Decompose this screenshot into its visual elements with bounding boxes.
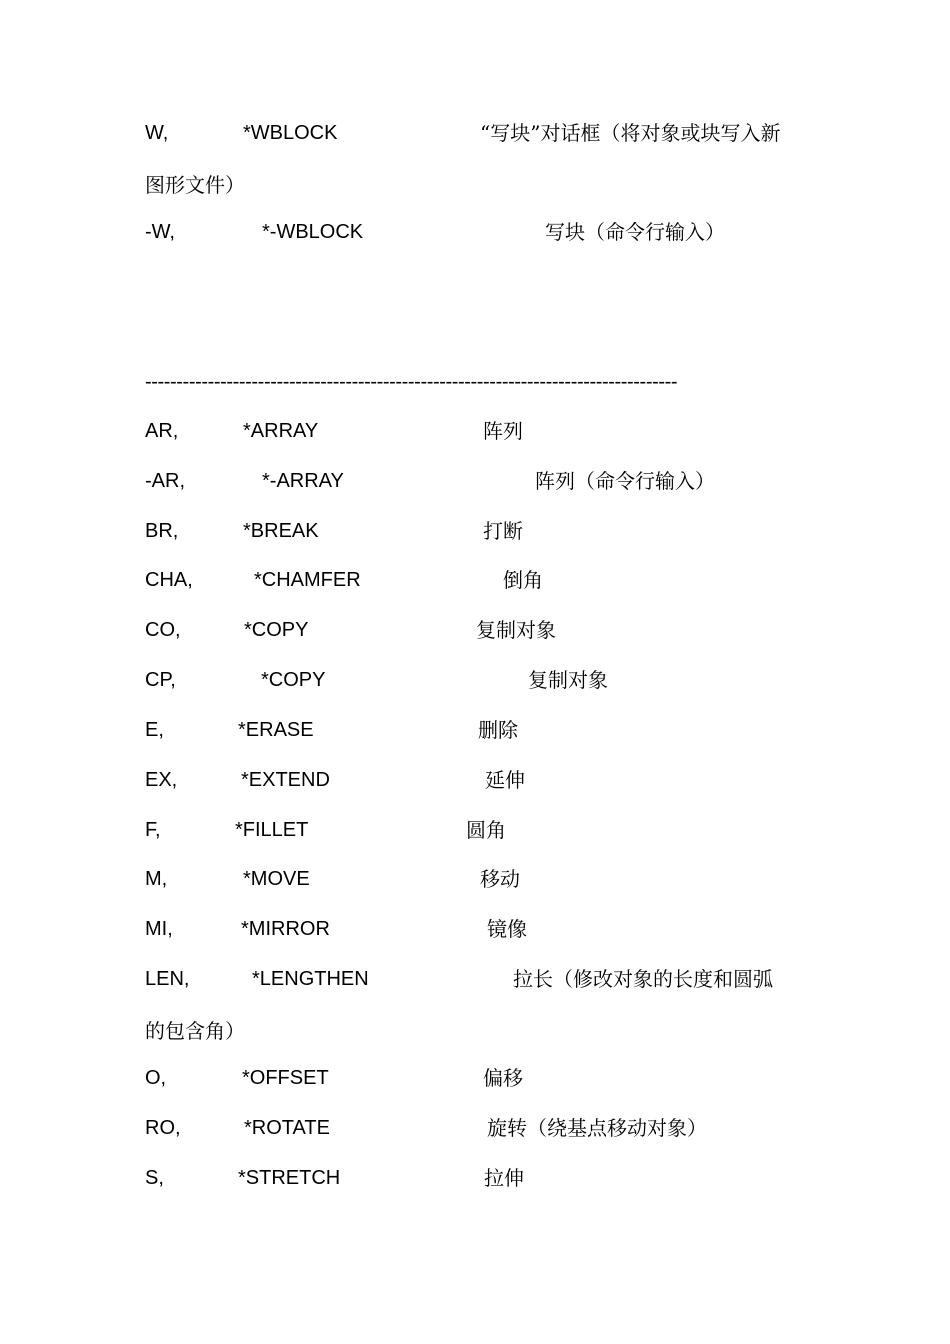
command-text: *STRETCH	[238, 1167, 341, 1189]
description-continuation: 图形文件）	[145, 173, 245, 197]
alias-text: CP,	[145, 669, 176, 691]
alias-text: BR,	[145, 520, 179, 542]
description-text: 偏移	[483, 1066, 523, 1090]
description-text: 复制对象	[476, 618, 556, 642]
command-text: *ROTATE	[244, 1117, 330, 1139]
description-text: 拉长（修改对象的长度和圆弧	[513, 967, 773, 991]
description-text: 镜像	[487, 917, 527, 941]
alias-text: MI,	[145, 918, 173, 940]
command-text: *BREAK	[243, 520, 319, 542]
alias-text: W,	[145, 122, 169, 144]
command-text: *OFFSET	[242, 1067, 329, 1089]
description-text: 阵列	[483, 419, 523, 443]
description-text: 写块（命令行输入）	[545, 220, 725, 244]
alias-text: F,	[145, 819, 161, 841]
command-text: *ERASE	[238, 719, 314, 741]
description-text: 移动	[480, 867, 520, 891]
command-text: *MOVE	[243, 868, 310, 890]
description-text: 圆角	[466, 818, 506, 842]
separator-line: -------------------------------------------------------------------------------------	[145, 371, 678, 393]
command-text: *COPY	[244, 619, 309, 641]
description-text: 删除	[478, 718, 518, 742]
description-text: 阵列（命令行输入）	[535, 469, 715, 493]
alias-text: CHA,	[145, 569, 193, 591]
command-text: *-WBLOCK	[262, 221, 364, 243]
command-text: *MIRROR	[241, 918, 330, 940]
description-text: “写块”对话框（将对象或块写入新	[480, 121, 781, 145]
alias-text: O,	[145, 1067, 167, 1089]
command-text: *LENGTHEN	[252, 968, 369, 990]
alias-text: S,	[145, 1167, 164, 1189]
description-text: 倒角	[503, 568, 543, 592]
alias-text: CO,	[145, 619, 181, 641]
alias-text: LEN,	[145, 968, 190, 990]
description-text: 旋转（绕基点移动对象）	[487, 1116, 707, 1140]
command-text: *-ARRAY	[262, 470, 344, 492]
alias-text: -AR,	[145, 470, 185, 492]
alias-text: AR,	[145, 420, 179, 442]
command-text: *FILLET	[235, 819, 309, 841]
description-text: 打断	[483, 519, 523, 543]
command-text: *CHAMFER	[254, 569, 361, 591]
alias-text: -W,	[145, 221, 175, 243]
command-text: *COPY	[261, 669, 326, 691]
alias-text: EX,	[145, 769, 178, 791]
description-text: 拉伸	[484, 1166, 524, 1190]
description-text: 延伸	[485, 768, 525, 792]
command-text: *EXTEND	[241, 769, 330, 791]
description-text: 复制对象	[528, 668, 608, 692]
description-continuation: 的包含角）	[145, 1019, 245, 1043]
alias-text: E,	[145, 719, 164, 741]
alias-text: RO,	[145, 1117, 181, 1139]
command-text: *ARRAY	[243, 420, 319, 442]
alias-text: M,	[145, 868, 168, 890]
command-text: *WBLOCK	[243, 122, 338, 144]
